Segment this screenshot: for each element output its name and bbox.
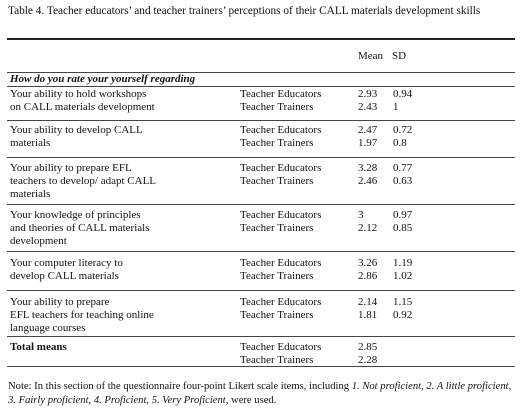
column-header-mean: Mean: [358, 50, 384, 62]
sd-value: 0.85: [393, 222, 413, 234]
group-label: Teacher Educators: [240, 124, 322, 136]
mean-value: 3.26: [358, 257, 378, 269]
group-label: Teacher Educators: [240, 296, 322, 308]
mean-value: 2.47: [358, 124, 378, 136]
mean-value: 2.28: [358, 354, 378, 366]
item-label-line: materials: [10, 188, 51, 200]
group-label: Teacher Educators: [240, 341, 322, 353]
row-rule: [7, 120, 515, 121]
group-label: Teacher Trainers: [240, 137, 314, 149]
row-rule: [7, 290, 515, 291]
group-label: Teacher Trainers: [240, 309, 314, 321]
mean-value: 2.14: [358, 296, 378, 308]
mean-value: 2.86: [358, 270, 378, 282]
sd-value: 0.77: [393, 162, 413, 174]
group-label: Teacher Trainers: [240, 270, 314, 282]
mean-value: 2.85: [358, 341, 378, 353]
sd-value: 1.15: [393, 296, 413, 308]
item-label-line: Your knowledge of principles: [10, 209, 141, 221]
item-label-line: develop CALL materials: [10, 270, 119, 282]
question-header: How do you rate your yourself regarding: [10, 73, 196, 85]
item-label-line: language courses: [10, 322, 86, 334]
sd-value: 0.8: [393, 137, 407, 149]
column-header-sd: SD: [392, 50, 407, 62]
group-label: Teacher Trainers: [240, 222, 314, 234]
table-note: Note: In this section of the questionnaire four-point Likert scale items, including 1. Not proficient, 2. A little proficient, 3. Fairly proficient, 4. Proficient, 5. Very Proficient, were used.: [8, 381, 512, 406]
sd-value: 0.63: [393, 175, 413, 187]
group-label: Teacher Educators: [240, 257, 322, 269]
item-label-line: and theories of CALL materials: [10, 222, 150, 234]
mean-value: 2.93: [358, 88, 378, 100]
group-label: Teacher Trainers: [240, 354, 314, 366]
mean-value: 1.81: [358, 309, 378, 321]
mean-value: 3: [358, 209, 364, 221]
sd-value: 1: [393, 101, 399, 113]
item-label-line: Your ability to prepare EFL: [10, 162, 132, 174]
group-label: Teacher Trainers: [240, 101, 314, 113]
item-label-line: materials: [10, 137, 51, 149]
item-label-line: Your ability to hold workshops: [10, 88, 147, 100]
table-caption: Table 4. Teacher educators’ and teacher trainers’ perceptions of their CALL materials development skills: [8, 5, 481, 17]
table-bottom-rule: [7, 366, 515, 367]
item-label-line: Your computer literacy to: [10, 257, 123, 269]
sd-value: 0.72: [393, 124, 413, 136]
group-label: Teacher Trainers: [240, 175, 314, 187]
mean-value: 3.28: [358, 162, 378, 174]
item-label-line: teachers to develop/ adapt CALL: [10, 175, 157, 187]
item-label-line: Your ability to prepare: [10, 296, 110, 308]
row-rule: [7, 336, 515, 337]
mean-value: 2.43: [358, 101, 378, 113]
sd-value: 0.92: [393, 309, 413, 321]
mean-value: 2.12: [358, 222, 378, 234]
group-label: Teacher Educators: [240, 209, 322, 221]
sd-value: 1.02: [393, 270, 413, 282]
sd-value: 0.97: [393, 209, 413, 221]
item-label-line: Your ability to develop CALL: [10, 124, 143, 136]
table-top-rule: [7, 38, 515, 40]
row-rule: [7, 251, 515, 252]
item-label-line: EFL teachers for teaching online: [10, 309, 154, 321]
sd-value: 1.19: [393, 257, 413, 269]
item-label-line: on CALL materials development: [10, 101, 155, 113]
mean-value: 1.97: [358, 137, 378, 149]
item-label-line: development: [10, 235, 67, 247]
mean-value: 2.46: [358, 175, 378, 187]
total-means-label: Total means: [10, 341, 67, 353]
row-rule: [7, 204, 515, 205]
group-label: Teacher Educators: [240, 162, 322, 174]
group-label: Teacher Educators: [240, 88, 322, 100]
row-rule: [7, 157, 515, 158]
question-header-rule: [7, 86, 515, 87]
sd-value: 0.94: [393, 88, 413, 100]
